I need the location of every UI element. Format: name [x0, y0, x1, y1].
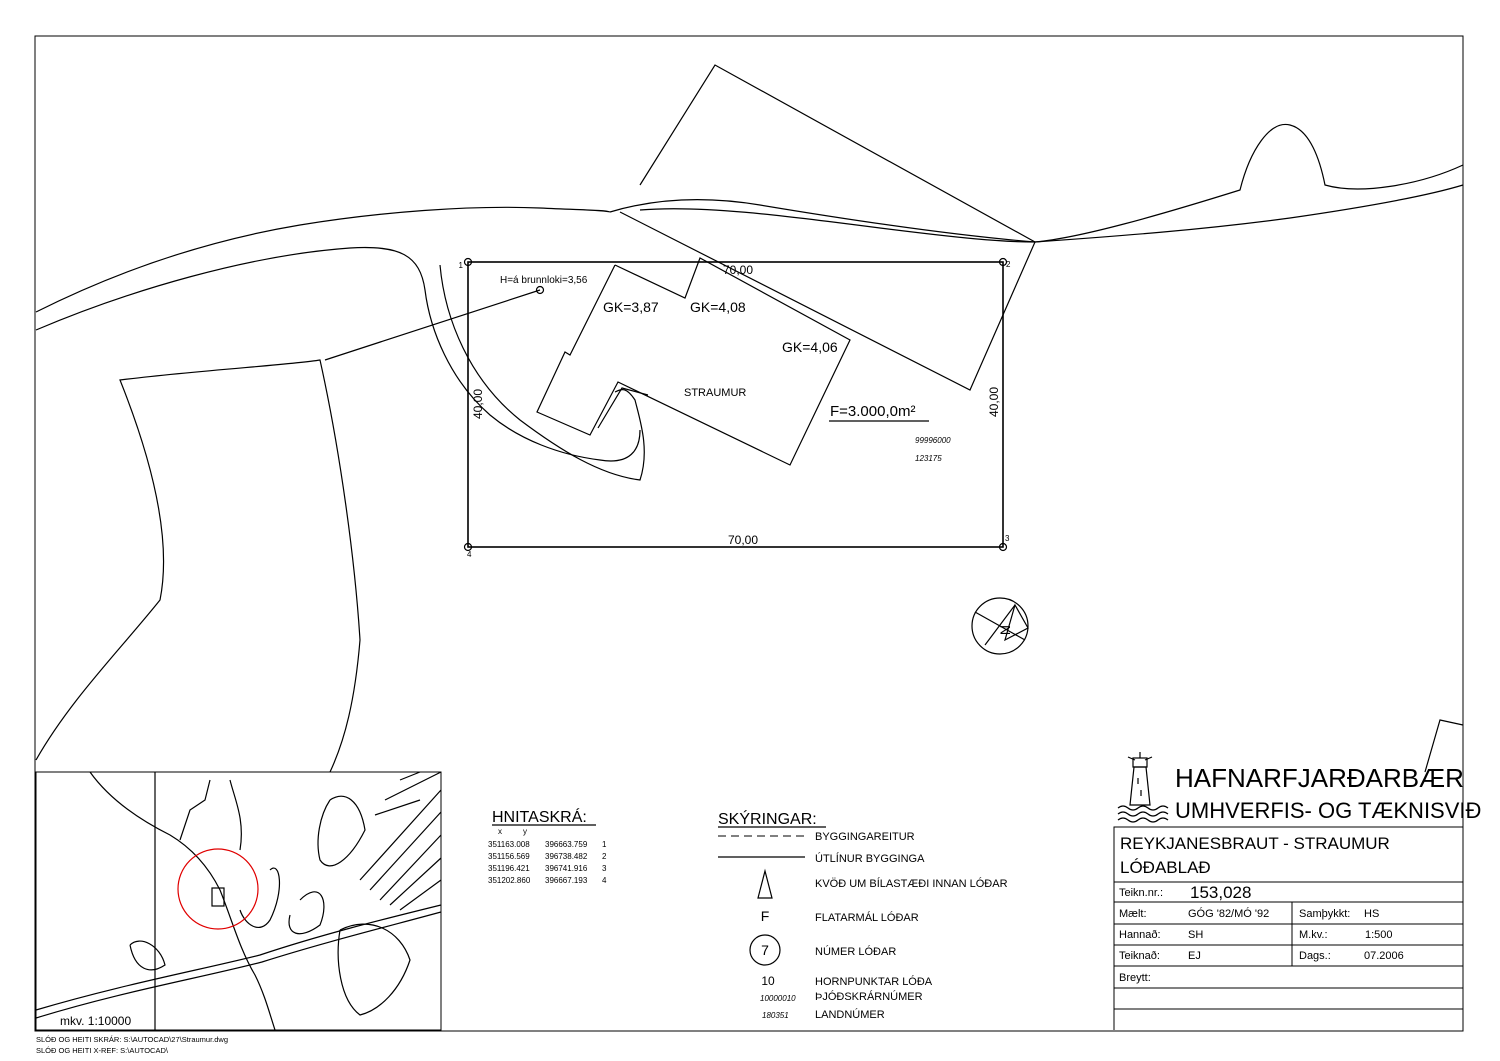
building-outline: [537, 258, 850, 465]
corner-2-label: 2: [1006, 260, 1011, 269]
surveyed-label: Mælt:: [1119, 908, 1147, 920]
lighthouse-logo-icon: [1118, 752, 1168, 822]
svg-text:2: 2: [602, 852, 607, 861]
legend-title: SKÝRINGAR:: [718, 811, 817, 828]
dimension-left: 40,00: [471, 388, 485, 420]
svg-text:4: 4: [602, 876, 607, 885]
svg-text:351196.421: 351196.421: [488, 864, 530, 873]
legend-corner-points: HORNPUNKTAR LÓÐA: [815, 976, 933, 988]
building-label: STRAUMUR: [684, 387, 747, 399]
drawn-value: EJ: [1188, 950, 1201, 962]
coordinate-table: [488, 807, 607, 885]
date-label: Dags.:: [1299, 950, 1331, 962]
department-name: UMHVERFIS- OG TÆKNISVIÐ: [1175, 798, 1482, 823]
legend: [718, 809, 1008, 1021]
legend-building-area: BYGGINGAREITUR: [815, 831, 915, 843]
land-number: 123175: [915, 454, 942, 463]
coordinate-col-y: y: [523, 827, 527, 836]
legend-lot-number: NÚMER LÓÐAR: [815, 946, 897, 958]
ground-level-1: GK=3,87: [603, 299, 659, 315]
coordinate-col-x: x: [498, 827, 502, 836]
organization-name: HAFNARFJARÐARBÆR: [1175, 763, 1464, 793]
svg-text:1: 1: [602, 840, 607, 849]
registry-number: 99996000: [915, 436, 951, 445]
dimension-top: 70,00: [722, 263, 754, 277]
approved-label: Samþykkt:: [1299, 908, 1351, 920]
xref-path: SLÓÐ OG HEITI X-REF: S:\AUTOCAD\: [36, 1046, 168, 1055]
corner-1-label: 1: [458, 261, 463, 270]
legend-land-symbol: 180351: [762, 1011, 789, 1020]
svg-text:3: 3: [602, 864, 607, 873]
legend-land: LANDNÚMER: [815, 1009, 885, 1021]
file-path: SLÓÐ OG HEITI SKRÁR: S:\AUTOCAD\27\Straumur.dwg: [36, 1035, 229, 1044]
inset-scale: mkv. 1:10000: [60, 1014, 132, 1028]
north-letter: N: [997, 624, 1013, 636]
approved-value: HS: [1364, 908, 1380, 920]
inset-location-map: [36, 772, 441, 1030]
svg-text:396738.482: 396738.482: [545, 852, 588, 861]
legend-corner-symbol: 10: [761, 974, 775, 988]
sheet-type: LÓÐABLAÐ: [1120, 858, 1211, 877]
legend-parking: KVÖÐ UM BÍLASTÆÐI INNAN LÓÐAR: [815, 878, 1008, 890]
table-row: [488, 852, 607, 861]
dimension-right: 40,00: [987, 386, 1001, 418]
scale-label: M.kv.:: [1299, 929, 1328, 941]
legend-lot-symbol: 7: [761, 942, 769, 958]
scale-value: 1:500: [1365, 929, 1393, 941]
north-arrow-icon: [972, 598, 1028, 654]
legend-registry-symbol: 10000010: [760, 994, 796, 1003]
revised-label: Breytt:: [1119, 972, 1151, 984]
legend-registry: ÞJÓÐSKRÁRNÚMER: [815, 991, 923, 1003]
terrain-lines: [36, 65, 1463, 772]
table-row: [488, 840, 607, 849]
title-block: [1114, 752, 1481, 1030]
parking-triangle-icon: [758, 871, 772, 898]
project-name: REYKJANESBRAUT - STRAUMUR: [1120, 834, 1390, 853]
manhole-note: H=á brunnloki=3,56: [500, 275, 588, 286]
lot-area: F=3.000,0m²: [830, 403, 916, 420]
location-circle: [178, 849, 258, 929]
legend-f-symbol: F: [760, 908, 770, 924]
date-value: 07.2006: [1364, 950, 1404, 962]
svg-text:351156.569: 351156.569: [488, 852, 530, 861]
dimension-bottom: 70,00: [727, 533, 759, 547]
coordinate-table-title: HNITASKRÁ:: [492, 809, 587, 826]
ground-level-3: GK=4,06: [782, 339, 838, 355]
legend-building-outline: ÚTLÍNUR BYGGINGA: [815, 853, 925, 865]
table-row: [488, 876, 607, 885]
surveyed-value: GÓG '82/MÓ '92: [1188, 908, 1270, 920]
drawing-number: 153,028: [1190, 883, 1252, 902]
table-row: [488, 864, 607, 873]
svg-text:396667.193: 396667.193: [545, 876, 588, 885]
drawn-label: Teiknað:: [1119, 950, 1160, 962]
legend-area: FLATARMÁL LÓÐAR: [815, 912, 919, 924]
corner-4-label: 4: [467, 550, 472, 559]
drawing-number-label: Teikn.nr.:: [1119, 887, 1164, 899]
svg-text:351202.860: 351202.860: [488, 876, 531, 885]
designed-value: SH: [1188, 929, 1204, 941]
svg-text:396663.759: 396663.759: [545, 840, 588, 849]
ground-level-2: GK=4,08: [690, 299, 746, 315]
svg-text:351163.008: 351163.008: [488, 840, 530, 849]
corner-3-label: 3: [1005, 534, 1010, 543]
designed-label: Hannað:: [1119, 929, 1161, 941]
svg-text:396741.916: 396741.916: [545, 864, 588, 873]
